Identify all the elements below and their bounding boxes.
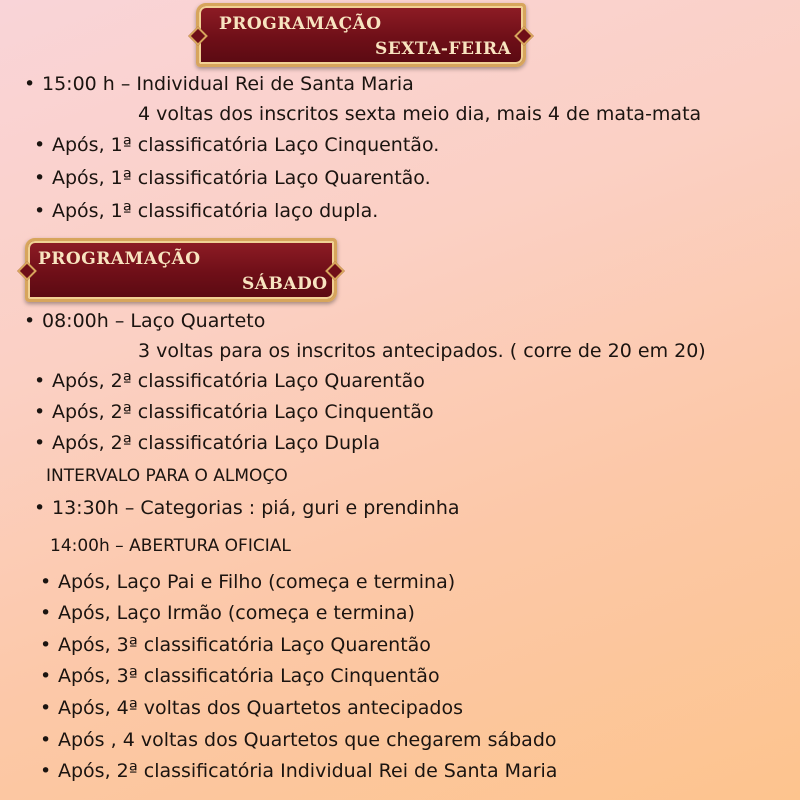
friday-item: • Após, 1ª classificatória laço dupla. [52,199,378,223]
saturday-item: • Após, 2ª classificatória Individual Rei de Santa Maria [58,759,557,783]
friday-item: • Após, 1ª classificatória Laço Quarentão. [52,166,431,190]
saturday-item: • Após, 3ª classificatória Laço Quarentão [58,633,431,657]
saturday-item: • 13:30h – Categorias : piá, guri e prendinha [52,496,460,520]
friday-item: • Após, 1ª classificatória Laço Cinquentão. [52,133,439,157]
saturday-banner-title: PROGRAMAÇÃO [38,249,201,269]
saturday-item: • Após, 3ª classificatória Laço Cinquentão [58,664,440,688]
saturday-item: • Após, 2ª classificatória Laço Quarentão [52,369,425,393]
friday-banner [196,3,526,67]
friday-banner-title: PROGRAMAÇÃO [219,14,382,34]
friday-banner-day: SEXTA-FEIRA [375,39,512,59]
saturday-banner [25,238,337,302]
friday-item: • 15:00 h – Individual Rei de Santa Maria [42,72,414,96]
saturday-item-detail: 3 voltas para os inscritos antecipados. ( corre de 20 em 20) [138,340,706,362]
saturday-banner-day: SÁBADO [242,274,328,294]
saturday-item: • Após, 2ª classificatória Laço Cinquentão [52,400,434,424]
saturday-item: • Após, 2ª classificatória Laço Dupla [52,431,380,455]
saturday-item: • Após , 4 voltas dos Quartetos que chegarem sábado [58,728,557,752]
friday-item-detail: 4 voltas dos inscritos sexta meio dia, mais 4 de mata-mata [138,103,702,125]
lunch-break: INTERVALO PARA O ALMOÇO [46,466,288,486]
official-opening: 14:00h – ABERTURA OFICIAL [50,536,291,556]
saturday-item: • Após, Laço Irmão (começa e termina) [58,601,415,625]
saturday-item: • 08:00h – Laço Quarteto [42,309,265,333]
saturday-item: • Após, 4ª voltas dos Quartetos antecipados [58,696,463,720]
saturday-item: • Após, Laço Pai e Filho (começa e termina) [58,570,455,594]
